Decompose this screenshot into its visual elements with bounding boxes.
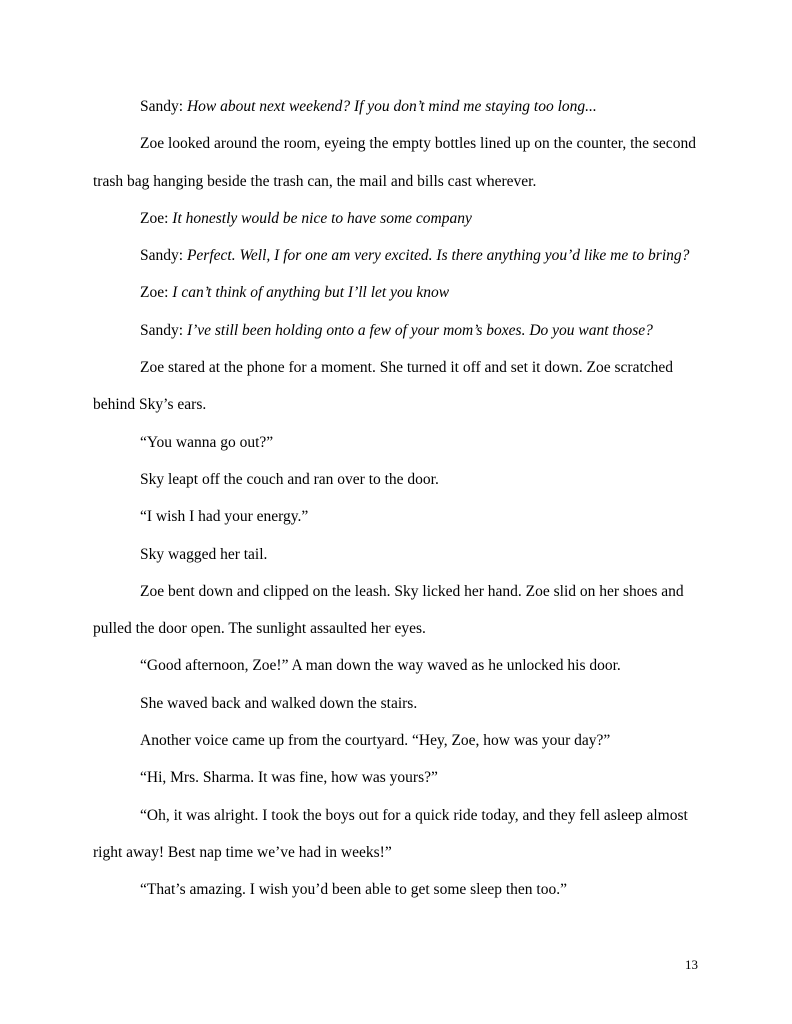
prose-paragraph: Sky leapt off the couch and ran over to the door. (140, 470, 439, 488)
prose-paragraph: She waved back and walked down the stairs. (140, 694, 418, 712)
message-speaker: Zoe: (140, 284, 173, 302)
manuscript-body (93, 88, 699, 909)
message-text: I can’t think of anything but I’ll let you know (172, 284, 450, 302)
message-text: I’ve still been holding onto a few of your mom’s boxes. Do you want those? (186, 321, 653, 339)
message-speaker: Sandy: (140, 321, 187, 339)
message-speaker: Sandy: (140, 247, 187, 265)
dialogue-paragraph: “You wanna go out?” (140, 433, 274, 451)
dialogue-paragraph: “Hi, Mrs. Sharma. It was fine, how was yours?” (140, 769, 438, 787)
text-message-paragraph (93, 88, 699, 125)
dialogue-paragraph: “Good afternoon, Zoe!” A man down the way waved as he unlocked his door. (140, 657, 621, 675)
message-text: Perfect. Well, I for one am very excited. Is there anything you’d like me to bring? (186, 247, 690, 265)
text-message-paragraph (93, 237, 699, 274)
message-speaker: Zoe: (140, 209, 173, 227)
message-speaker: Sandy: (140, 98, 187, 115)
message-text: How about next weekend? If you don’t mind me staying too long... (186, 98, 597, 115)
dialogue-paragraph: “That’s amazing. I wish you’d been able to get some sleep then too.” (140, 881, 567, 899)
text-message-paragraph (93, 274, 699, 311)
prose-paragraph: Zoe looked around the room, eyeing the empty bottles lined up on the counter, the second trash bag hanging beside the trash can, the mail and bills cast wherever. (93, 135, 696, 190)
dialogue-paragraph: “I wish I had your energy.” (140, 508, 309, 526)
dialogue-paragraph: “Oh, it was alright. I took the boys out for a quick ride today, and they fell asleep almost right away! Best nap time we’ve had in weeks!” (93, 806, 688, 861)
prose-paragraph: Zoe bent down and clipped on the leash. Sky licked her hand. Zoe slid on her shoes and pulled the door open. The sunlight assaulted her eyes. (93, 582, 684, 638)
prose-paragraph: Zoe stared at the phone for a moment. She turned it off and set it down. Zoe scratched behind Sky’s ears. (93, 359, 674, 414)
text-message-paragraph (93, 200, 699, 237)
message-text: It honestly would be nice to have some company (172, 209, 472, 227)
prose-paragraph: Sky wagged her tail. (140, 545, 268, 563)
prose-paragraph: Another voice came up from the courtyard. “Hey, Zoe, how was your day?” (140, 732, 611, 750)
text-message-paragraph (93, 312, 699, 349)
page-number: 13 (685, 957, 698, 972)
